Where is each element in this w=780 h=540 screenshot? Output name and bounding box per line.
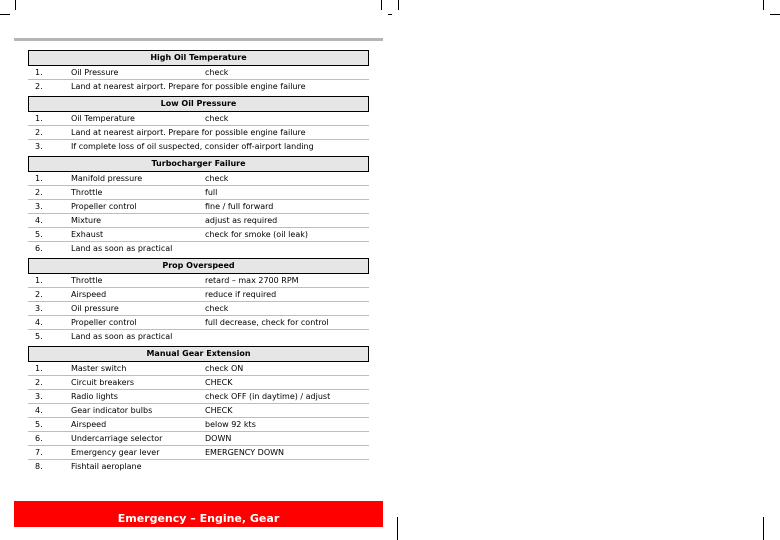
crop-mark: [388, 14, 392, 15]
checklist-row: [28, 288, 369, 302]
step-item: Mixture: [71, 216, 102, 225]
checklist-row: [28, 316, 369, 330]
step-number: 5.: [35, 420, 43, 429]
crop-mark: [0, 14, 10, 15]
step-action: CHECK: [205, 378, 233, 387]
step-number: 1.: [35, 364, 43, 373]
step-item: Land as soon as practical: [71, 332, 173, 341]
crop-mark: [763, 517, 764, 540]
step-action: adjust as required: [205, 216, 278, 225]
step-number: 2.: [35, 290, 43, 299]
top-rule: [14, 38, 383, 41]
step-action: check: [205, 68, 229, 77]
step-action: check for smoke (oil leak): [205, 230, 308, 239]
checklist-row: [28, 214, 369, 228]
step-action: full decrease, check for control: [205, 318, 329, 327]
crop-mark: [397, 517, 398, 540]
step-number: 3.: [35, 392, 43, 401]
checklist-row: [28, 172, 369, 186]
step-item: Throttle: [71, 188, 103, 197]
step-item: Propeller control: [71, 318, 137, 327]
checklist-row: [28, 126, 369, 140]
checklist-row: [28, 274, 369, 288]
crop-mark: [763, 0, 764, 10]
step-number: 8.: [35, 462, 43, 471]
step-number: 5.: [35, 230, 43, 239]
step-number: 1.: [35, 114, 43, 123]
step-number: 3.: [35, 202, 43, 211]
step-item: Oil pressure: [71, 304, 119, 313]
step-number: 6.: [35, 244, 43, 253]
step-item: Land at nearest airport. Prepare for possible engine failure: [71, 128, 306, 137]
step-item: Oil Pressure: [71, 68, 119, 77]
step-item: Airspeed: [71, 420, 107, 429]
checklist-row: [28, 112, 369, 126]
checklist-row: [28, 460, 369, 474]
step-number: 4.: [35, 216, 43, 225]
checklist-row: [28, 242, 369, 256]
step-item: If complete loss of oil suspected, consider off-airport landing: [71, 142, 314, 151]
checklist: [28, 50, 369, 474]
step-action: check: [205, 304, 229, 313]
step-item: Manifold pressure: [71, 174, 143, 183]
step-action: full: [205, 188, 218, 197]
checklist-row: [28, 228, 369, 242]
crop-mark: [770, 14, 780, 15]
checklist-row: [28, 376, 369, 390]
step-item: Radio lights: [71, 392, 118, 401]
step-item: Gear indicator bulbs: [71, 406, 153, 415]
crop-mark: [15, 0, 16, 10]
step-action: reduce if required: [205, 290, 277, 299]
step-action: check ON: [205, 364, 244, 373]
checklist-row: [28, 404, 369, 418]
section-header: High Oil Temperature: [28, 50, 369, 66]
step-action: below 92 kts: [205, 420, 256, 429]
section-header: Low Oil Pressure: [28, 96, 369, 112]
checklist-row: [28, 446, 369, 460]
checklist-row: [28, 140, 369, 154]
step-item: Circuit breakers: [71, 378, 135, 387]
step-number: 7.: [35, 448, 43, 457]
crop-mark: [381, 0, 382, 10]
checklist-row: [28, 66, 369, 80]
step-item: Emergency gear lever: [71, 448, 160, 457]
section-header: Turbocharger Failure: [28, 156, 369, 172]
step-item: Throttle: [71, 276, 103, 285]
section-header: Manual Gear Extension: [28, 346, 369, 362]
checklist-row: [28, 390, 369, 404]
checklist-row: [28, 330, 369, 344]
checklist-row: [28, 418, 369, 432]
step-number: 3.: [35, 304, 43, 313]
step-item: Propeller control: [71, 202, 137, 211]
checklist-row: [28, 362, 369, 376]
checklist-row: [28, 302, 369, 316]
step-number: 2.: [35, 378, 43, 387]
step-item: Land as soon as practical: [71, 244, 173, 253]
step-action: retard – max 2700 RPM: [205, 276, 299, 285]
step-number: 2.: [35, 128, 43, 137]
step-action: EMERGENCY DOWN: [205, 448, 285, 457]
step-number: 3.: [35, 142, 43, 151]
crop-mark: [398, 0, 399, 10]
step-item: Fishtail aeroplane: [71, 462, 142, 471]
checklist-row: [28, 186, 369, 200]
step-number: 5.: [35, 332, 43, 341]
checklist-row: [28, 432, 369, 446]
step-number: 1.: [35, 68, 43, 77]
step-number: 1.: [35, 174, 43, 183]
footer-banner: [14, 501, 383, 527]
step-number: 6.: [35, 434, 43, 443]
step-item: Master switch: [71, 364, 127, 373]
step-action: fine / full forward: [205, 202, 274, 211]
step-item: Oil Temperature: [71, 114, 135, 123]
step-action: CHECK: [205, 406, 233, 415]
step-item: Land at nearest airport. Prepare for possible engine failure: [71, 82, 306, 91]
step-action: check OFF (in daytime) / adjust: [205, 392, 331, 401]
section-header: Prop Overspeed: [28, 258, 369, 274]
step-number: 1.: [35, 276, 43, 285]
step-item: Airspeed: [71, 290, 107, 299]
step-item: Exhaust: [71, 230, 104, 239]
checklist-row: [28, 200, 369, 214]
step-action: check: [205, 114, 229, 123]
step-number: 4.: [35, 318, 43, 327]
step-number: 2.: [35, 188, 43, 197]
step-item: Undercarriage selector: [71, 434, 163, 443]
step-number: 2.: [35, 82, 43, 91]
checklist-row: [28, 80, 369, 94]
step-action: DOWN: [205, 434, 232, 443]
step-number: 4.: [35, 406, 43, 415]
footer-title: Emergency – Engine, Gear: [117, 512, 280, 525]
step-action: check: [205, 174, 229, 183]
